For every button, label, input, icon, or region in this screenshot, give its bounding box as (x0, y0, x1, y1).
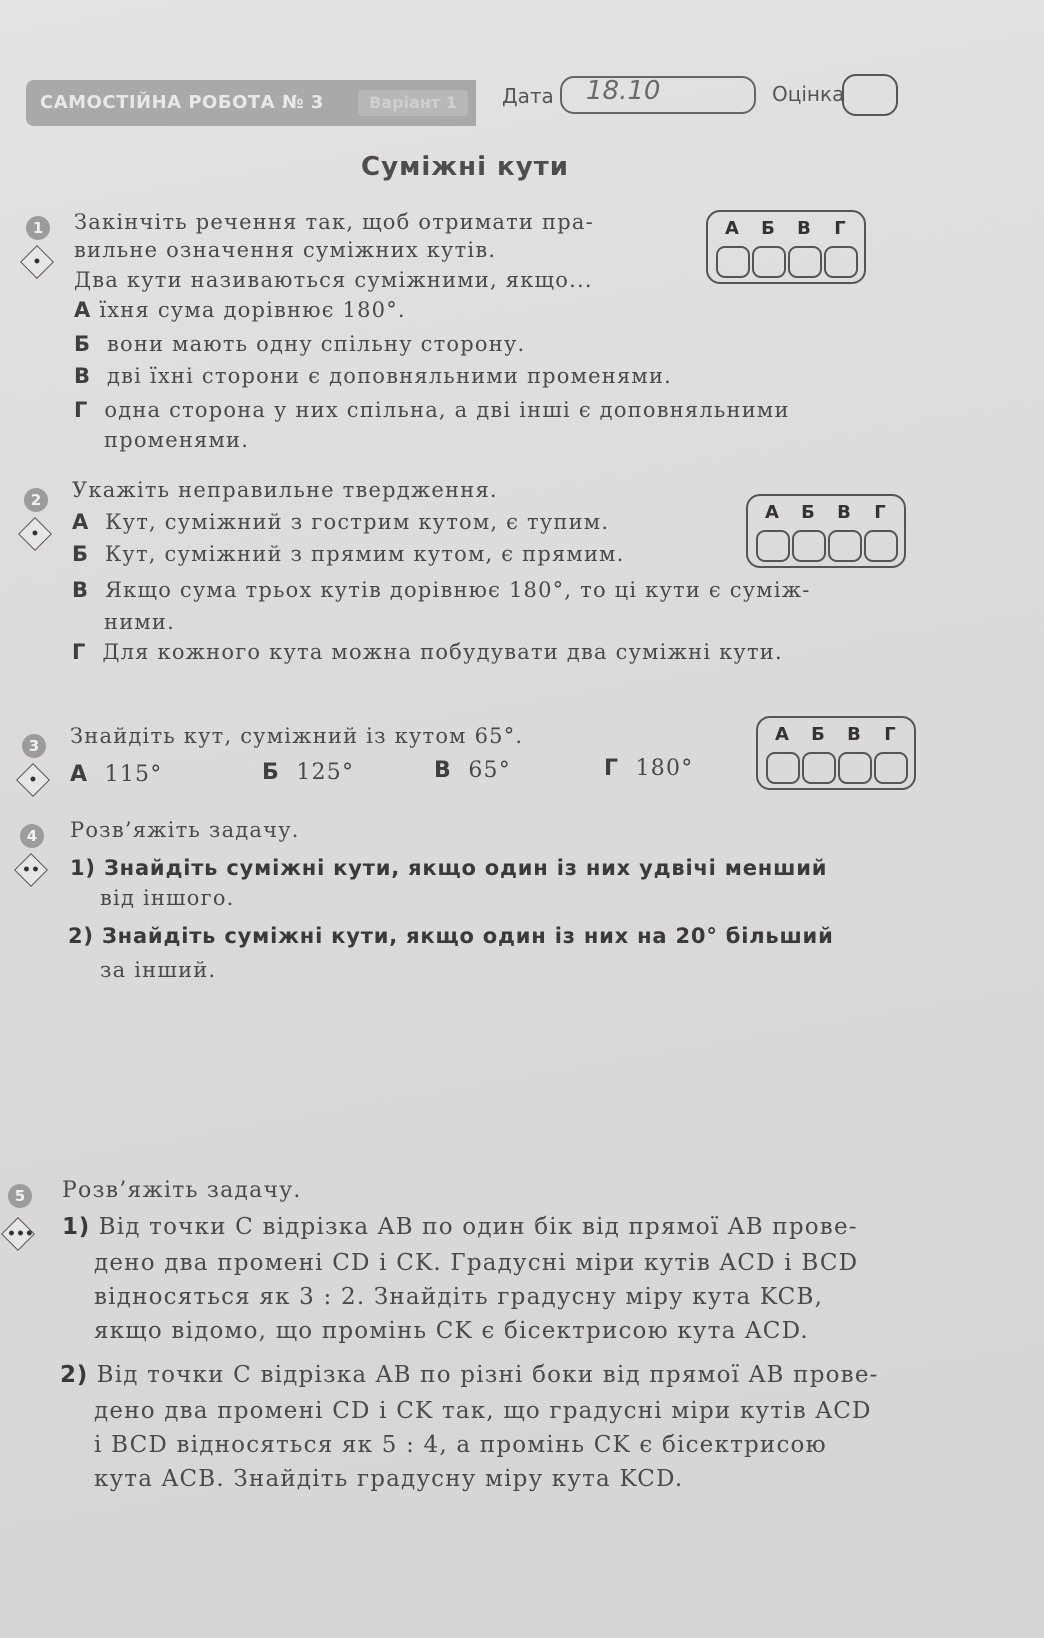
option-text: 65° (468, 758, 511, 783)
task5-item-2-cont: і BCD відносяться як 5 : 4, а промінь CK є бісектрисою (94, 1432, 827, 1458)
task4-item-1 (70, 856, 827, 880)
task5-item-1 (62, 1214, 858, 1240)
answer-letter: Г (884, 724, 896, 745)
option-letter: В (74, 364, 92, 388)
task2-option-v (72, 578, 811, 602)
difficulty-dots: •• (22, 862, 40, 878)
item-number: 1) (62, 1214, 91, 1240)
option-letter: Б (72, 542, 90, 566)
answer-letter: Б (801, 502, 815, 523)
task3-option-b (262, 760, 354, 785)
difficulty-marker-3 (16, 763, 50, 797)
difficulty-marker-5 (1, 1217, 35, 1251)
task3-option-a (70, 762, 162, 787)
task2-line: Укажіть неправильне твердження. (72, 478, 498, 502)
task5-item-2-cont: дено два промені CD і CK так, що градусні міри кутів ACD (94, 1398, 872, 1424)
task-number-2: 2 (24, 488, 48, 512)
task1-option-b (74, 332, 525, 356)
difficulty-dots: ••• (7, 1226, 34, 1242)
task3-option-v (434, 758, 511, 783)
option-text: Кут, суміжний з прямим кутом, є прямим. (104, 542, 625, 566)
task2-option-a (72, 510, 609, 534)
task4-line: Розв’яжіть задачу. (70, 818, 300, 842)
task5-item-1-cont: якщо відомо, що промінь CK є бісектрисою кута ACD. (94, 1318, 809, 1344)
task2-option-v-cont: ними. (104, 610, 175, 634)
item-number: 2) (60, 1362, 89, 1388)
grade-label: Оцінка (772, 82, 845, 106)
answer-cell[interactable] (792, 530, 826, 562)
option-letter: Г (72, 640, 87, 664)
option-letter: Б (262, 760, 280, 785)
option-text: Якщо сума трьох кутів дорівнює 180°, то ці кути є суміж- (104, 578, 811, 602)
option-letter: Г (604, 756, 620, 781)
task1-line: вильне означення суміжних кутів. (74, 238, 497, 262)
answer-letter: В (797, 218, 811, 239)
task1-option-g (74, 398, 790, 422)
option-letter: А (72, 510, 90, 534)
answer-cell[interactable] (874, 752, 908, 784)
difficulty-marker-4 (14, 853, 48, 887)
answer-letter: Б (761, 218, 775, 239)
answer-cell[interactable] (824, 246, 858, 278)
task4-item-2-cont: за інший. (100, 958, 217, 982)
answer-letter: А (725, 218, 739, 239)
answer-letter: Б (811, 724, 825, 745)
answer-cell[interactable] (752, 246, 786, 278)
option-text: Кут, суміжний з гострим кутом, є тупим. (105, 510, 610, 534)
option-text: Для кожного кута можна побудувати два суміжні кути. (102, 640, 783, 664)
item-text: Знайдіть суміжні кути, якщо один із них на 20° більший (101, 924, 834, 948)
work-title: САМОСТІЙНА РОБОТА № 3 (40, 92, 324, 113)
answer-grid-2 (746, 494, 906, 568)
answer-grid-1 (706, 210, 866, 284)
task4-item-2 (68, 924, 834, 948)
option-text: вони мають одну спільну сторону. (106, 332, 526, 356)
option-letter: Г (74, 398, 89, 422)
answer-cell[interactable] (788, 246, 822, 278)
option-letter: Б (74, 332, 92, 356)
difficulty-marker-1 (20, 245, 54, 279)
answer-letter: А (775, 724, 789, 745)
task3-option-g (604, 756, 693, 781)
task5-item-2-cont: кута ACB. Знайдіть градусну міру кута KCD. (94, 1466, 684, 1492)
option-letter: В (72, 578, 90, 602)
task-number-4: 4 (20, 824, 44, 848)
answer-cell[interactable] (756, 530, 790, 562)
option-text: одна сторона у них спільна, а дві інші є доповняльними (104, 398, 790, 422)
answer-letter: Г (834, 218, 846, 239)
task5-item-2 (60, 1362, 879, 1388)
difficulty-dots: • (28, 772, 38, 788)
option-text: дві їхні сторони є доповняльними променями. (106, 364, 673, 388)
answer-grid-3 (756, 716, 916, 790)
item-text: Від точки C відрізка AB по різні боки від прямої AB прове- (96, 1362, 879, 1388)
item-text: Від точки C відрізка AB по один бік від прямої AB прове- (98, 1214, 858, 1240)
option-text: їхня сума дорівнює 180°. (99, 298, 406, 322)
item-number: 2) (68, 924, 94, 948)
date-label: Дата (502, 84, 554, 108)
answer-cell[interactable] (838, 752, 872, 784)
answer-cell[interactable] (828, 530, 862, 562)
item-text: Знайдіть суміжні кути, якщо один із них удвічі менший (103, 856, 828, 880)
option-text: 125° (296, 760, 355, 785)
task1-line: Два кути називаються суміжними, якщо... (74, 268, 593, 292)
task-number-3: 3 (22, 734, 46, 758)
answer-cell[interactable] (766, 752, 800, 784)
task1-option-g-cont: променями. (104, 428, 250, 452)
task1-option-a (74, 298, 406, 322)
option-letter: В (434, 758, 452, 783)
task5-line: Розв’яжіть задачу. (62, 1178, 302, 1203)
difficulty-dots: • (30, 526, 40, 542)
answer-letter: Г (874, 502, 886, 523)
variant-label: Варіант 1 (358, 90, 468, 116)
task1-line: Закінчіть речення так, щоб отримати пра- (74, 210, 594, 234)
option-letter: А (74, 298, 92, 322)
task2-option-b (72, 542, 625, 566)
task2-option-g (72, 640, 783, 664)
answer-letter: А (765, 502, 779, 523)
answer-cell[interactable] (864, 530, 898, 562)
answer-cell[interactable] (802, 752, 836, 784)
answer-cell[interactable] (716, 246, 750, 278)
task5-item-1-cont: відносяться як 3 : 2. Знайдіть градусну міру кута KCB, (94, 1284, 824, 1310)
grade-field[interactable] (842, 74, 898, 116)
task-number-5: 5 (8, 1184, 32, 1208)
task4-item-1-cont: від іншого. (100, 886, 235, 910)
page-title: Суміжні кути (361, 152, 569, 182)
option-letter: А (70, 762, 89, 787)
task1-option-v (74, 364, 672, 388)
difficulty-dots: • (32, 254, 42, 270)
difficulty-marker-2 (18, 517, 52, 551)
answer-letter: В (847, 724, 861, 745)
date-value: 18.10 (586, 76, 661, 106)
task5-item-1-cont: дено два промені CD і CK. Градусні міри кутів ACD і BCD (94, 1250, 859, 1276)
task3-line: Знайдіть кут, суміжний із кутом 65°. (70, 724, 524, 748)
task-number-1: 1 (26, 216, 50, 240)
option-text: 180° (635, 756, 694, 781)
option-text: 115° (104, 762, 163, 787)
answer-letter: В (837, 502, 851, 523)
item-number: 1) (70, 856, 96, 880)
